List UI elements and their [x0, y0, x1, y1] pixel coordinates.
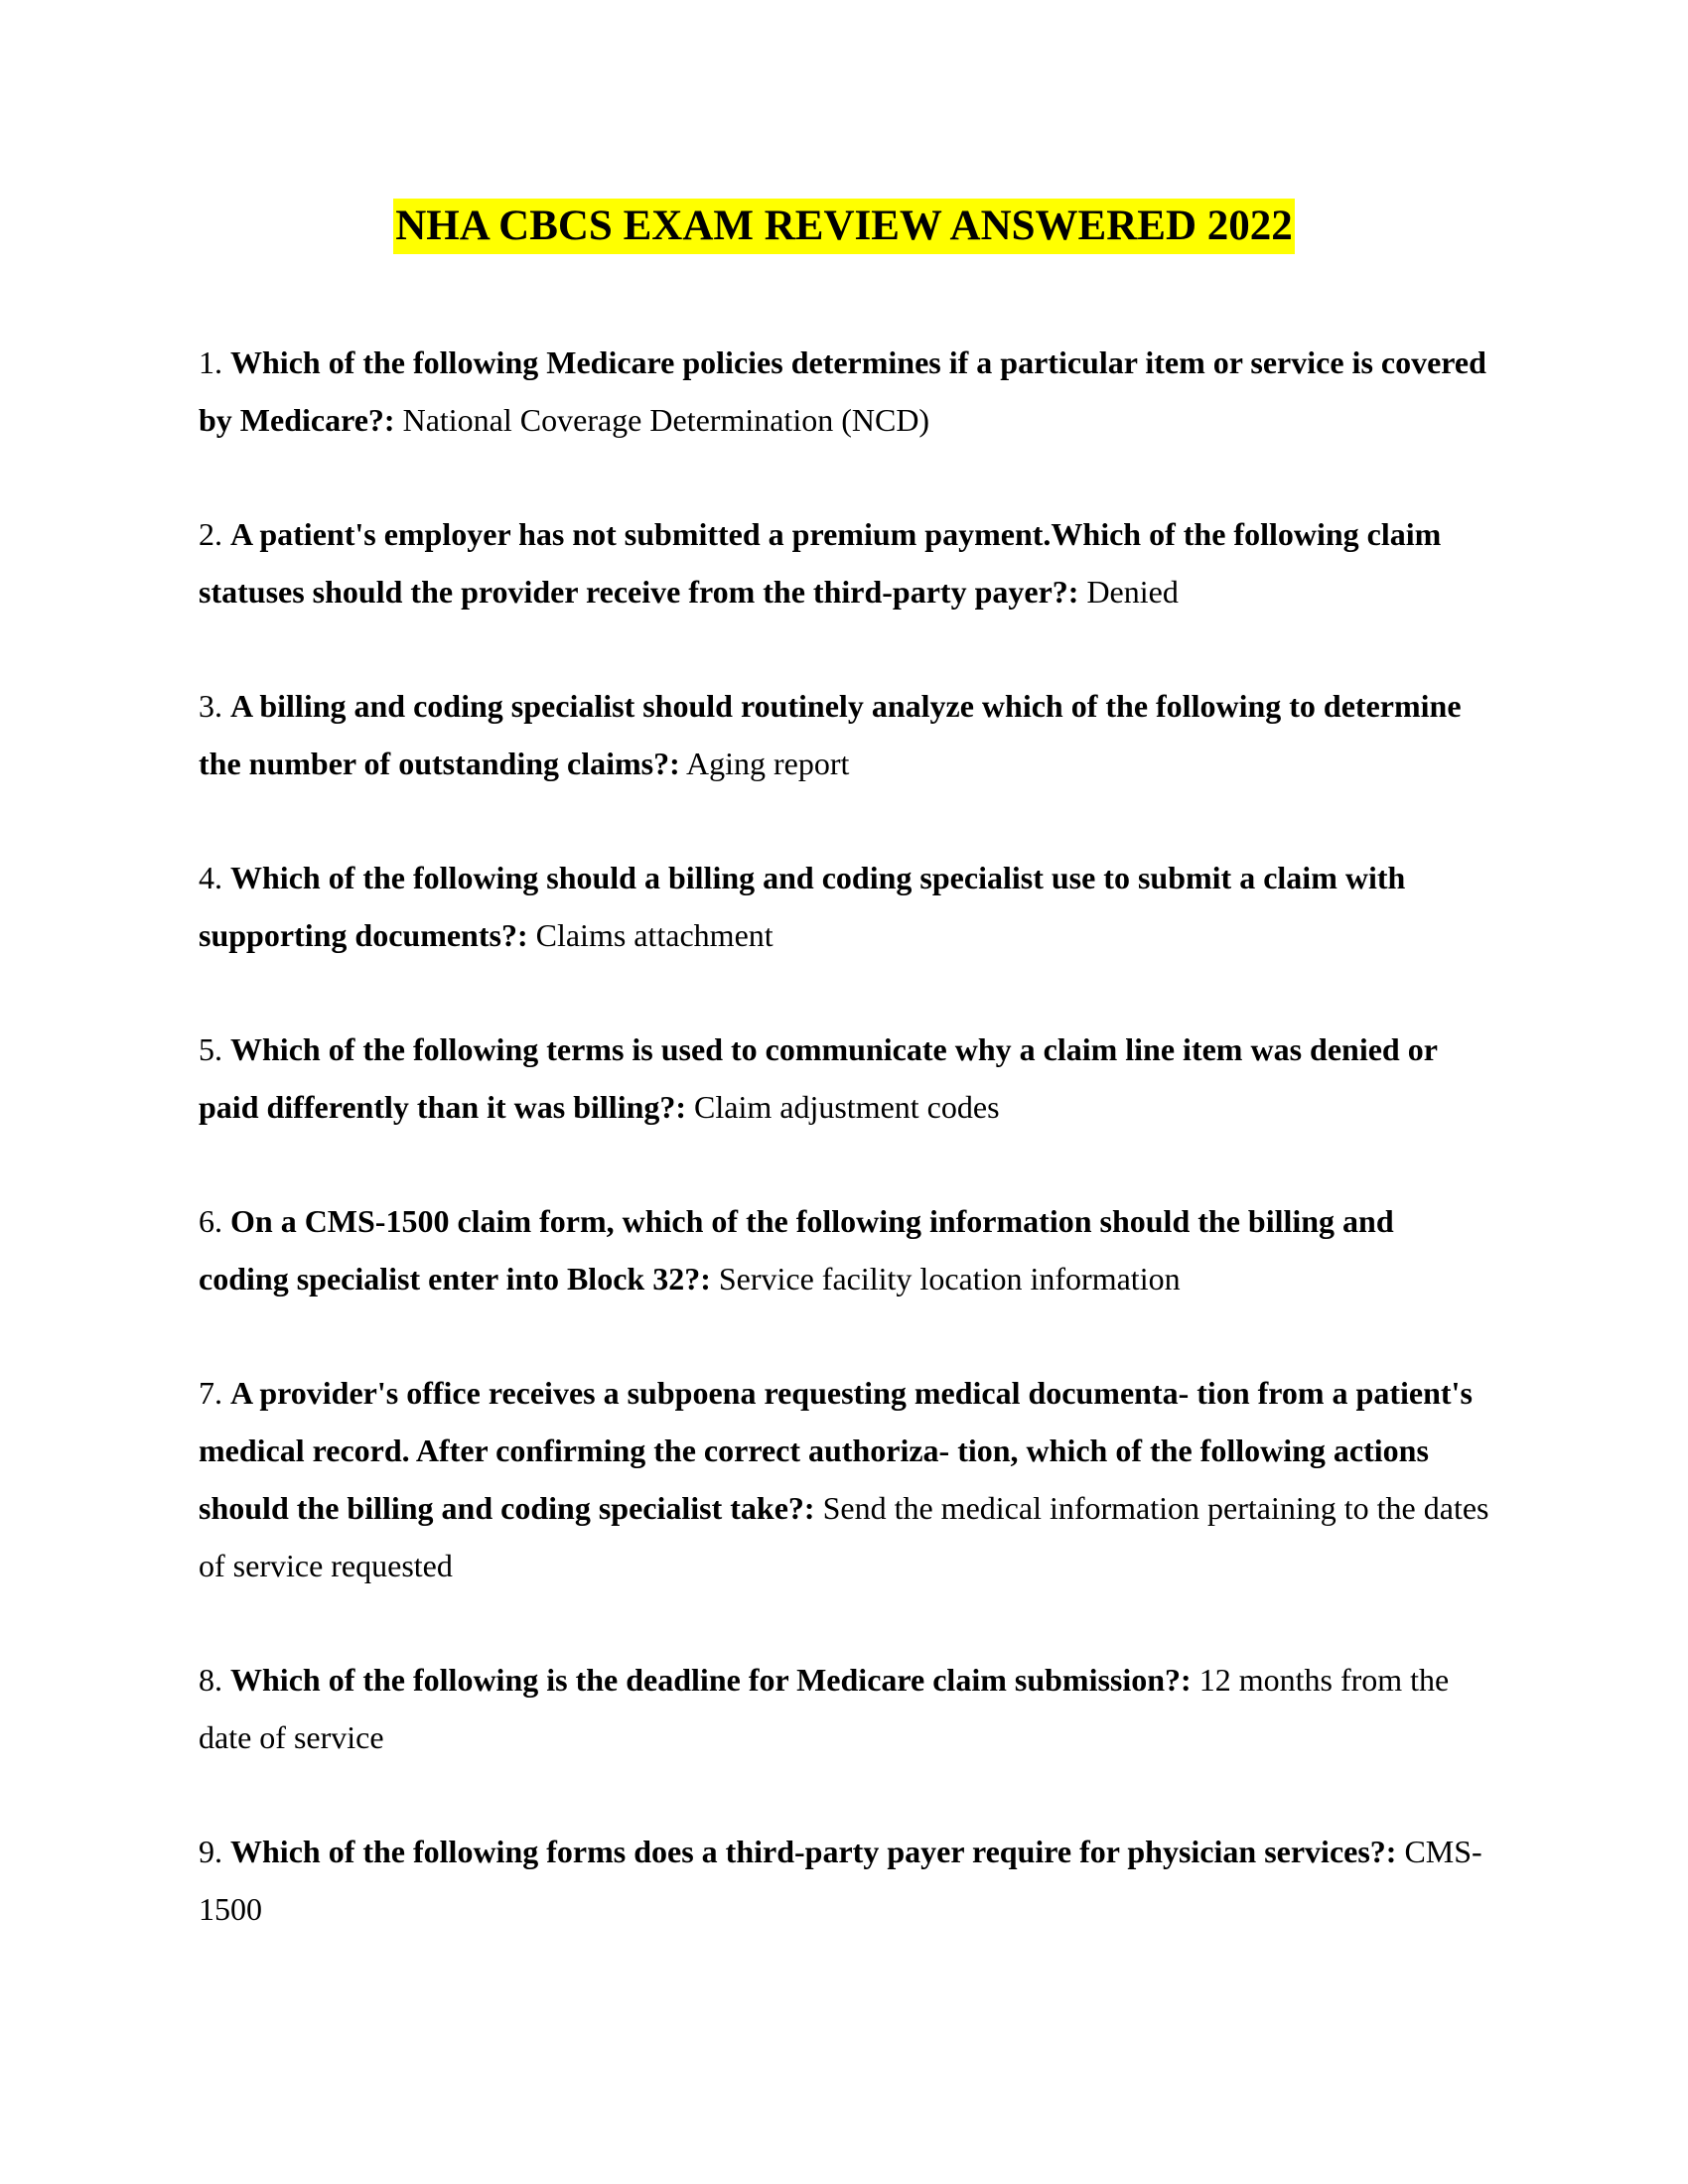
answer-text: Send the medical information pertaining to the dates of service requested	[199, 1490, 1489, 1583]
answer-text: Claims attachment	[535, 917, 774, 953]
question-text: On a CMS-1500 claim form, which of the following information should the billing and coding specialist enter into Block 32?:	[199, 1203, 1394, 1297]
qa-item-3	[199, 677, 1489, 792]
question-text: Which of the following forms does a third-party payer require for physician services?:	[230, 1834, 1397, 1869]
answer-text: Service facility location information	[718, 1261, 1181, 1297]
qa-item-2	[199, 505, 1489, 620]
answer-text: CMS-1500	[199, 1834, 1482, 1927]
title-container	[0, 199, 1688, 254]
qa-item-1	[199, 334, 1489, 449]
item-number: 6.	[199, 1203, 222, 1239]
question-text: Which of the following should a billing and coding specialist use to submit a claim with supporting documents?:	[199, 860, 1406, 953]
question-text: A provider's office receives a subpoena requesting medical documenta- tion from a patient's medical record. After confirming the correct authoriza- tion, which of the following actions should the billing and coding specialist take?:	[199, 1375, 1473, 1526]
qa-item-7	[199, 1364, 1489, 1594]
question-text: A patient's employer has not submitted a premium payment.Which of the following claim statuses should the provider receive from the third-party payer?:	[199, 516, 1442, 610]
qa-item-8	[199, 1651, 1489, 1766]
answer-text: Claim adjustment codes	[694, 1089, 1000, 1125]
answer-text: Denied	[1086, 574, 1179, 610]
item-number: 1.	[199, 344, 222, 380]
qa-item-9	[199, 1823, 1489, 1938]
question-text: Which of the following is the deadline for Medicare claim submission?:	[230, 1662, 1192, 1698]
qa-item-5	[199, 1021, 1489, 1136]
item-number: 7.	[199, 1375, 222, 1411]
question-text: Which of the following Medicare policies determines if a particular item or service is covered by Medicare?:	[199, 344, 1486, 438]
qa-item-4	[199, 849, 1489, 964]
item-number: 8.	[199, 1662, 222, 1698]
question-text: Which of the following terms is used to communicate why a claim line item was denied or paid differently than it was billing?:	[199, 1031, 1438, 1125]
document-title: NHA CBCS EXAM REVIEW ANSWERED 2022	[393, 199, 1295, 254]
answer-text: Aging report	[686, 746, 850, 781]
item-number: 2.	[199, 516, 222, 552]
item-number: 4.	[199, 860, 222, 895]
answer-text: 12 months from the date of service	[199, 1662, 1450, 1755]
qa-item-6	[199, 1192, 1489, 1307]
question-text: A billing and coding specialist should routinely analyze which of the following to determine the number of outstanding claims?:	[199, 688, 1462, 781]
item-number: 9.	[199, 1834, 222, 1869]
item-number: 5.	[199, 1031, 222, 1067]
question-list	[199, 334, 1489, 1994]
item-number: 3.	[199, 688, 222, 724]
answer-text: National Coverage Determination (NCD)	[402, 402, 930, 438]
